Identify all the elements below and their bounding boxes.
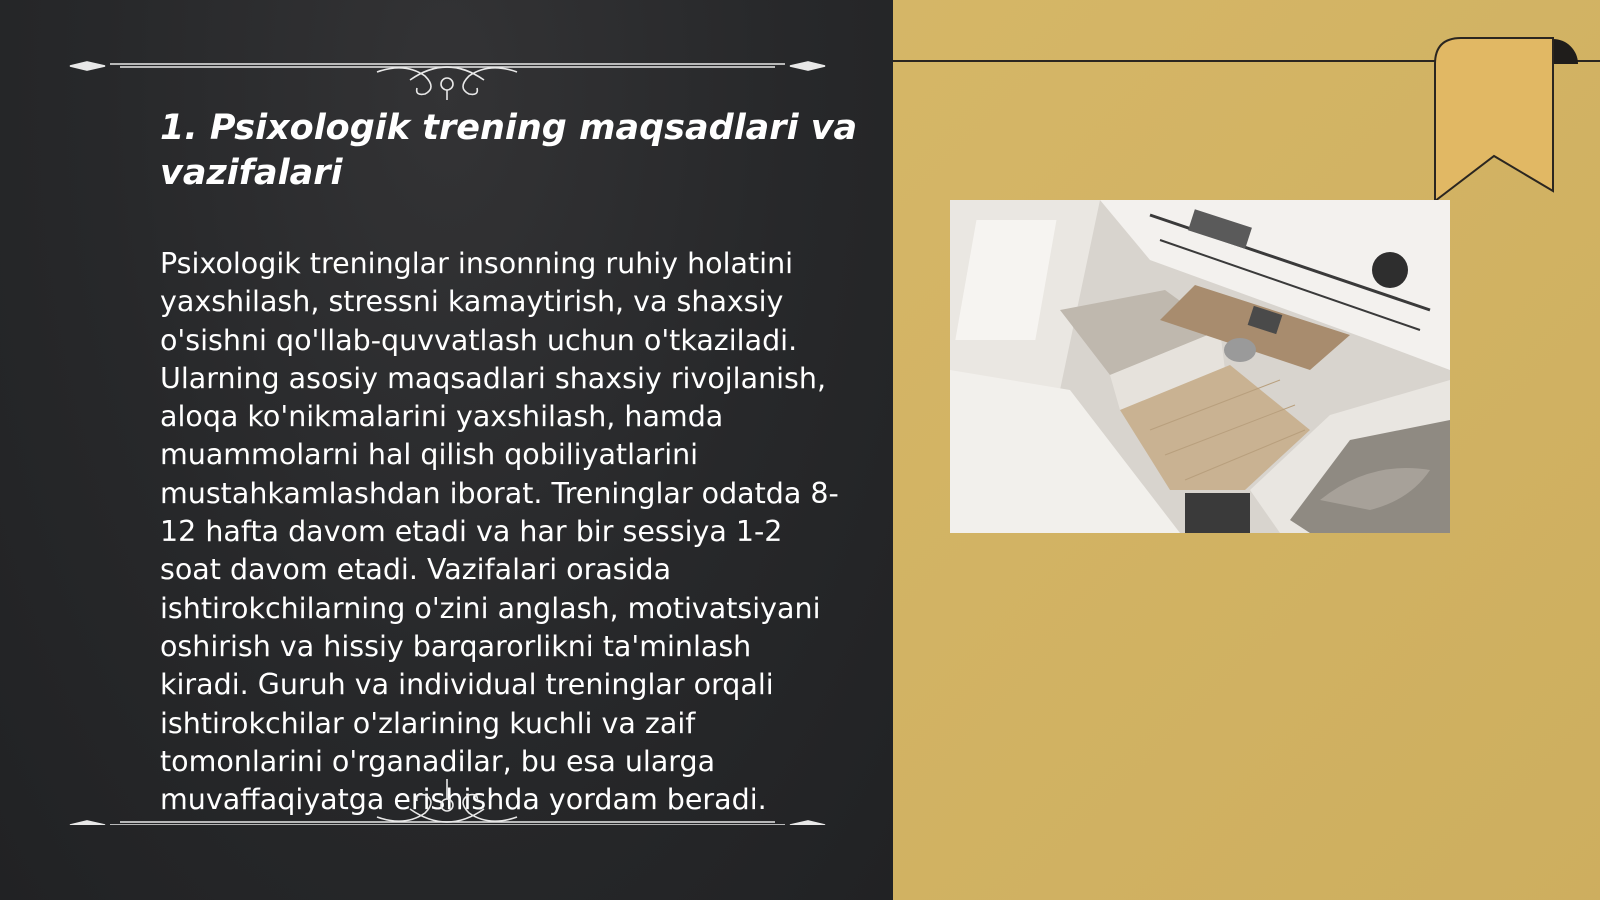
ornament-divider-bottom (65, 775, 830, 825)
ornament-divider-top (65, 50, 830, 100)
slide-body-text: Psixologik treninglar insonning ruhiy holatini yaxshilash, stressni kamaytirish, va shaxsiy o'sishni qo'llab-quvvatlash uchun o'tkaziladi. Ularning asosiy maqsadlari shaxsiy rivojlanish, aloqa ko'nikmalarini yaxshilash, hamda muammolarni hal qilish qobiliyatlarini mustahkamlashdan iborat. Treninglar odatda 8-12 hafta davom etadi va har bir sessiya 1-2 soat davom etadi. Vazifalari orasida ishtirokchilarning o'zini anglash, motivatsiyani oshirish va hissiy barqarorlikni ta'minlash kiradi. Guruh va individual treninglar orqali ishtirokchilar o'zlarining kuchli va zaif tomonlarini o'rganadilar, bu esa ularga muvaffaqiyatga erishishda yordam beradi. (160, 247, 839, 817)
slide-title: 1. Psixologik trening maqsadlari va vazifalari (160, 108, 858, 193)
bedroom-interior-photo (950, 200, 1450, 533)
bookmark-ribbon-icon (1433, 36, 1588, 201)
